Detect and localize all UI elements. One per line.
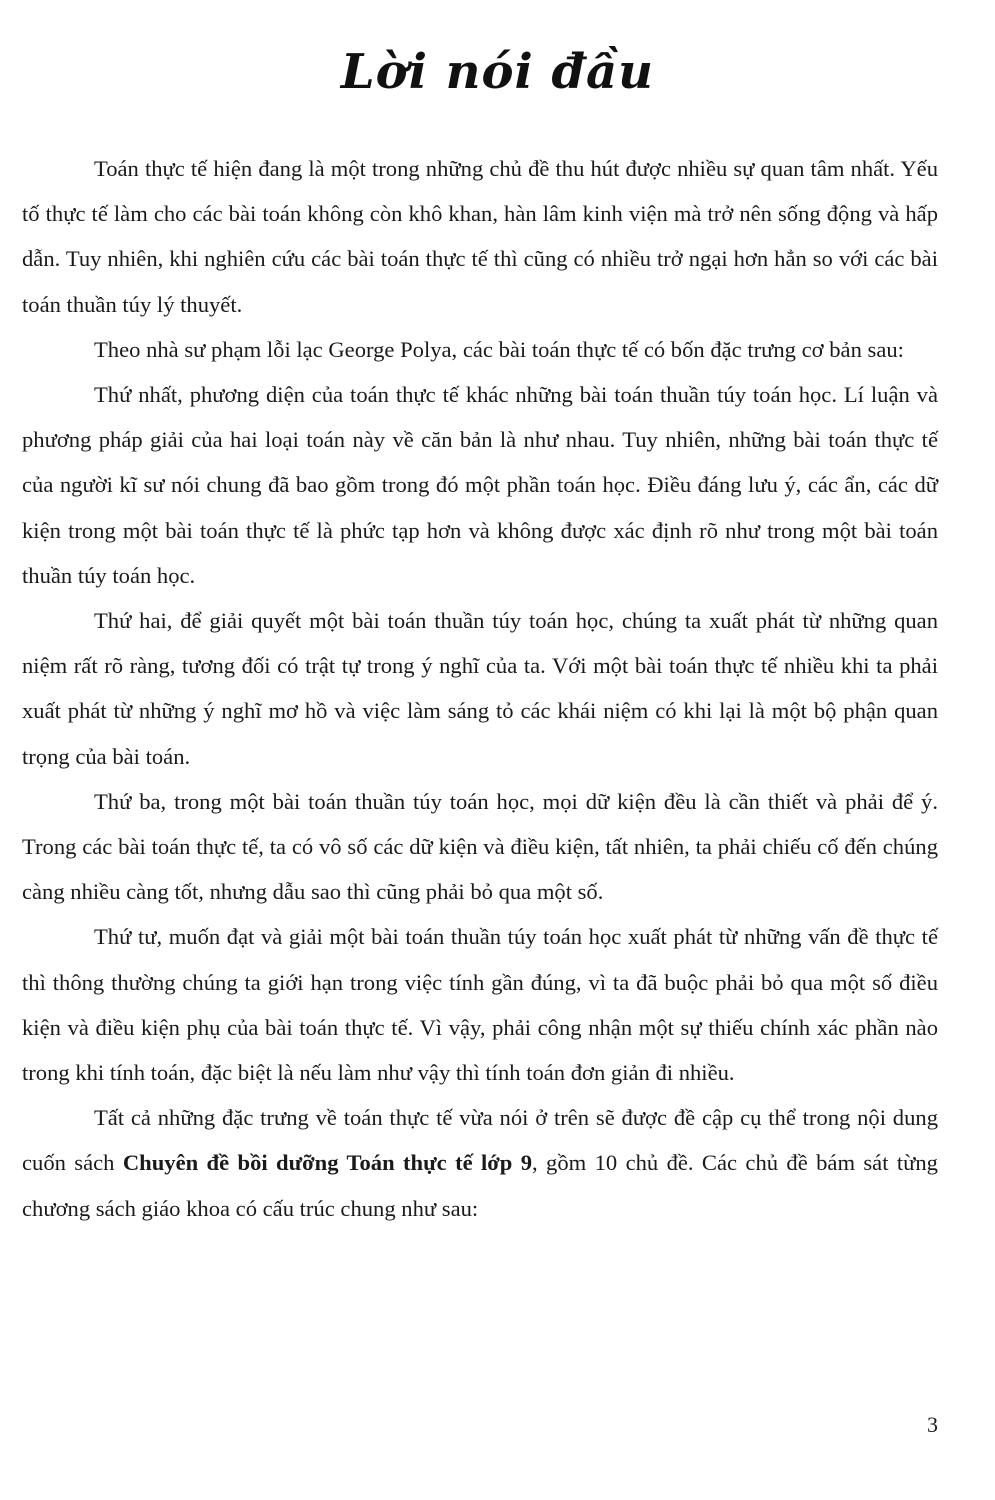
paragraph-6: Thứ tư, muốn đạt và giải một bài toán thuần túy toán học xuất phát từ những vấn đề thực tế thì thông thường chúng ta giới hạn trong việc tính gần đúng, vì ta đã buộc phải bỏ qua một số điều kiện và điều kiện phụ của bài toán thực tế. Vì vậy, phải công nhận một sự thiếu chính xác phần nào trong khi tính toán, đặc biệt là nếu làm như vậy thì tính toán đơn giản đi nhiều. xyxy=(22,924,938,1086)
paragraph-7 xyxy=(22,1095,938,1231)
paragraph-1: Toán thực tế hiện đang là một trong những chủ đề thu hút được nhiều sự quan tâm nhất. Yếu tố thực tế làm cho các bài toán không còn khô khan, hàn lâm kinh viện mà trở nên sống động và hấp dẫn. Tuy nhiên, khi nghiên cứu các bài toán thực tế thì cũng có nhiều trở ngại hơn hẳn so với các bài toán thuần túy lý thuyết. xyxy=(22,156,938,317)
paragraph-7-text-before: Tất cả những đặc trưng về toán thực tế vừa nói ở trên sẽ được đề cập cụ thể trong nội dung cuốn sách xyxy=(22,1105,938,1176)
book-title: Chuyên đề bồi dưỡng Toán thực tế lớp 9 xyxy=(122,1150,533,1176)
paragraph-2: Theo nhà sư phạm lỗi lạc George Polya, các bài toán thực tế có bốn đặc trưng cơ bản sau: xyxy=(94,336,904,362)
paragraph-5: Thứ ba, trong một bài toán thuần túy toán học, mọi dữ kiện đều là cần thiết và phải để ý. Trong các bài toán thực tế, ta có vô số các dữ kiện và điều kiện, tất nhiên, ta phải chiếu cố đến chúng càng nhiều càng tốt, nhưng dẫu sao thì cũng phải bỏ qua một số. xyxy=(22,788,938,905)
paragraph-7-text-after: , gồm 10 chủ đề. Các chủ đề bám sát từng chương sách giáo khoa có cấu trúc chung như sau: xyxy=(22,1150,938,1221)
paragraph-4: Thứ hai, để giải quyết một bài toán thuần túy toán học, chúng ta xuất phát từ những quan niệm rất rõ ràng, tương đối có trật tự trong ý nghĩ của ta. Với một bài toán thực tế nhiều khi ta phải xuất phát từ những ý nghĩ mơ hồ và việc làm sáng tỏ các khái niệm có khi lại là một bộ phận quan trọng của bài toán. xyxy=(22,608,938,769)
body-text xyxy=(22,146,938,1231)
paragraph-3: Thứ nhất, phương diện của toán thực tế khác những bài toán thuần túy toán học. Lí luận và phương pháp giải của hai loại toán này về căn bản là như nhau. Tuy nhiên, những bài toán thực tế của người kĩ sư nói chung đã bao gồm trong đó một phần toán học. Điều đáng lưu ý, các ẩn, các dữ kiện trong một bài toán thực tế là phức tạp hơn và không được xác định rõ như trong một bài toán thuần túy toán học. xyxy=(22,382,938,588)
page-title: Lời nói đầu xyxy=(340,44,655,100)
page-number: 3 xyxy=(927,1412,938,1437)
